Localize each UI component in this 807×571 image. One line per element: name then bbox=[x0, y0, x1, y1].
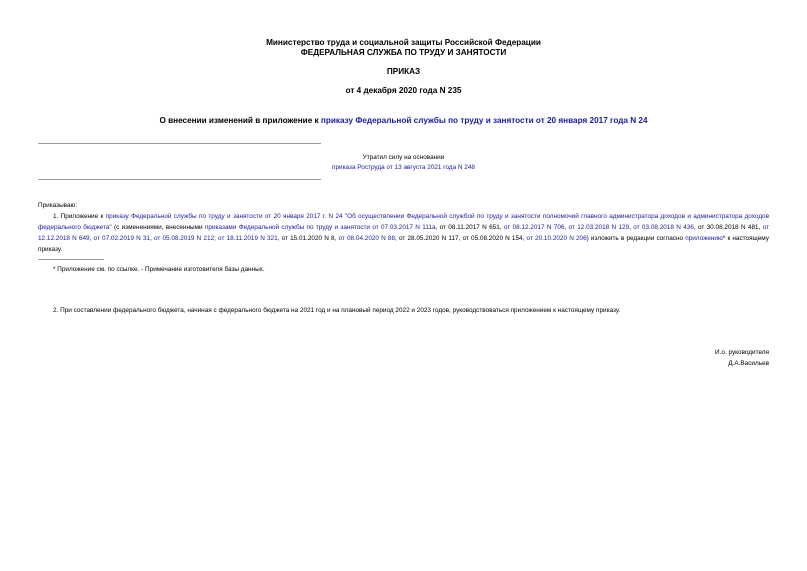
document-date-number: от 4 декабря 2020 года N 235 bbox=[345, 86, 462, 95]
signature-position: И.о. руководителя bbox=[715, 349, 769, 356]
p1-link-appendix[interactable]: приложению bbox=[685, 235, 723, 242]
p1-link-321[interactable]: от 18.11.2019 N 321 bbox=[218, 235, 278, 242]
status-note-link[interactable]: приказа Роструда от 13 августа 2021 года N 248 bbox=[332, 164, 475, 171]
footnote-separator bbox=[38, 259, 104, 260]
separator-top bbox=[38, 143, 321, 144]
p1-link-111a[interactable]: приказами Федеральной службы по труду и занятости от 07.03.2017 N 111а bbox=[204, 224, 436, 231]
ministry-name: Министерство труда и социальной защиты Российской Федерации bbox=[266, 38, 541, 47]
paragraph-1: 1. Приложение к приказу Федеральной службы по труду и занятости от 20 января 2017 г. N 24 "Об осуществлении Федеральной службой по труду и занятости полномочий главного администратора доходов и администратора доходов федерального бюджета" (с изменениями, внесенными приказами Федеральной службы по труду и занятости от 07.03.2017 N 111а, от 08.11.2017 N 651, от 08.12.2017 N 706, от 12.03.2018 N 129, от 03.08.2018 N 436, от 30.08.2018 N 481, от 12.12.2018 N 649, от 07.02.2019 N 31, от 05.08.2019 N 212; от 18.11.2019 N 321, от 15.01.2020 N 8, от 08.04.2020 N 88, от 28.05.2020 N 117, от 05.08.2020 N 154, от 20.10.2020 N 206) изложить в редакции согласно приложению* к настоящему приказу. bbox=[38, 213, 769, 253]
paragraph-2: 2. При составлении федерального бюджета, начиная с федерального бюджета на 2021 год и на плановый период 2022 и 2023 годов, руководствоваться приложением к настоящему приказу. bbox=[53, 307, 621, 314]
title-prefix: О внесении изменений в приложение к bbox=[159, 116, 321, 125]
p1-link-88[interactable]: от 08.04.2020 N 88 bbox=[338, 235, 396, 242]
title-link[interactable]: приказу Федеральной службы по труду и занятости от 20 января 2017 года N 24 bbox=[320, 116, 648, 125]
footnote: * Приложение см. по ссылке. - Примечание изготовителя базы данных. bbox=[53, 266, 265, 273]
p1-link-649[interactable]: от 12.12.2018 N 649 bbox=[38, 224, 769, 242]
p1-link-706[interactable]: от 08.12.2017 N 706 bbox=[503, 224, 565, 231]
p1-link-31[interactable]: от 07.02.2019 N 31 bbox=[93, 235, 151, 242]
service-name: ФЕДЕРАЛЬНАЯ СЛУЖБА ПО ТРУДУ И ЗАНЯТОСТИ bbox=[300, 48, 507, 57]
status-note bbox=[0, 153, 807, 173]
document-title bbox=[0, 116, 807, 126]
status-note-line1: Утратил силу на основании bbox=[362, 154, 445, 161]
p1-link-order-24[interactable]: приказу Федеральной службы по труду и занятости от 20 января 2017 г. N 24 "Об осуществлении Федеральной службой по труду и занятости полномочий главного администратора доходов и администратора доходов федерального бюджета" bbox=[38, 213, 769, 231]
p1-link-436[interactable]: от 03.08.2018 N 436 bbox=[633, 224, 694, 231]
p1-link-212[interactable]: от 05.08.2019 N 212 bbox=[154, 235, 215, 242]
order-intro: Приказываю: bbox=[38, 202, 78, 209]
p1-link-129[interactable]: от 12.03.2018 N 129 bbox=[568, 224, 630, 231]
separator-bottom bbox=[38, 179, 321, 180]
p1-link-206[interactable]: от 20.10.2020 N 206 bbox=[526, 235, 587, 242]
signature-name: Д.А.Васильев bbox=[728, 360, 769, 367]
document-type: ПРИКАЗ bbox=[386, 67, 421, 76]
